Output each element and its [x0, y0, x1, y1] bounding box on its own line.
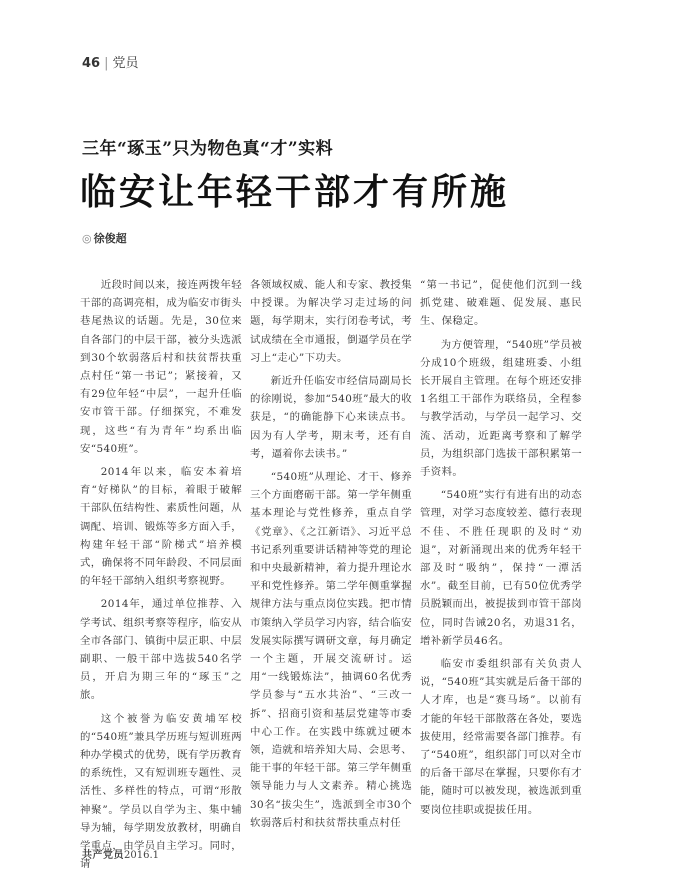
- section-name: 党员: [112, 56, 139, 71]
- text-column-3: [420, 276, 582, 824]
- paragraph: 2014年以来，临安本着培育“好梯队”的目标，着眼于破解干部队伍结构性、素质性问题，从调配、培训、锻炼等多方面入手，构建年轻干部“阶梯式”培养模式，确保将不同年龄段、不同层面的年轻干部纳入组织考察视野。: [80, 466, 242, 588]
- paragraph: 临安市委组织部有关负责人说，“540班”其实就是后备干部的人才库，也是“赛马场”。以前有才能的年轻干部散落在各处，要选拔使用，经常需要各部门推荐。有了“540班”，组织部门可以对全市的后备干部尽在掌握，只要你有才能，随时可以被发现，被选派到重要岗位挂职或提拔任用。: [420, 658, 582, 816]
- paragraph: “540班”从理论、才干、修养三个方面磨砺干部。第一学年侧重基本理论与党性修养，重点自学《党章》、《之江新语》、习近平总书记系列重要讲话精神等党的理论和中央最新精神，着力提升理论水平和党性修养。第二学年侧重掌握规律方法与重点岗位实践。把市情市策纳入学员学习内容，结合临安发展实际撰写调研文章，每月确定一个主题，开展交流研讨。运用“一线锻炼法”，抽调60名优秀学员参与“五水共治”、“三改一拆”、招商引资和基层党建等市委中心工作。在实践中练就过硬本领，造就和培养知大局、会思考、能干事的年轻干部。第三学年侧重领导能力与人文素养。精心挑选30名“拔尖生”，选派到全市30个软弱落后村和扶贫帮扶重点村任: [250, 471, 412, 829]
- header-separator: |: [104, 56, 109, 71]
- page-header: [82, 52, 139, 71]
- paragraph: 为方便管理，“540班”学员被分成10个班级，组建班委、小组长开展自主管理。在每个班还安排1名组工干部作为联络员，全程参与教学活动，与学员一起学习、交流、活动，近距离考察和了解学员，为组织部门选拔干部积累第一手资料。: [420, 338, 582, 479]
- text-column-2: [250, 276, 412, 837]
- page-footer: [82, 846, 159, 861]
- article-author: [82, 230, 127, 246]
- paragraph: 这个被誉为临安黄埔军校的“540班”兼具学历班与短训班两种办学模式的优势，既有学历教育的系统性，又有短训班专题性、灵活性、多样性的特点，可谓“形散神聚”。学员以自学为主、集中辅导为辅，每学期发放教材，明确自学重点，由学员自主学习。同时，请: [80, 712, 242, 871]
- paragraph: 2014年，通过单位推荐、入学考试、组织考察等程序，临安从全市各部门、镇街中层正职、中层副职、一般干部中选拔540名学员，开启为期三年的“琢玉”之旅。: [80, 598, 242, 702]
- paragraph: 各领域权威、能人和专家、教授集中授课。为解决学习走过场的问题，每学期末，实行闭卷考试，考试成绩在全市通报，倒逼学员在学习上“走心”下功夫。: [250, 279, 412, 364]
- paragraph: 近段时间以来，接连两拨年轻干部的高调亮相，成为临安市街头巷尾热议的话题。先是，30位来自各部门的中层干部，被分头选派到30个软弱落后村和扶贫帮扶重点村任“第一书记”；紧接着，又有29位年轻“中层”，一起升任临安市管干部。仔细探究，不难发现，这些“有为青年”均系出临安“540班”。: [80, 279, 242, 455]
- article-subtitle: 三年“琢玉”只为物色真“才”实料: [82, 139, 334, 159]
- author-name: 徐俊超: [93, 232, 127, 245]
- paragraph: 新近升任临安市经信局副局长的徐刚说，参加“540班”最大的收获是，“的确能静下心来读点书。因为有人学考，期末考，还有自考，逼着你去读书。”: [250, 375, 412, 460]
- paragraph: “第一书记”，促使他们沉到一线抓党建、破难题、促发展、惠民生、保稳定。: [420, 279, 582, 328]
- paragraph: “540班”实行有进有出的动态管理，对学习态度较差、德行表现不佳、不胜任现职的及时“劝退”，对新涌现出来的优秀年轻干部及时“吸纳”，保持“一潭活水”。截至目前，已有50位优秀学员脱颖而出，被提拔到市管干部岗位，同时告诫20名，劝退31名，增补新学员46名。: [420, 489, 582, 647]
- magazine-logo: 共产党员: [82, 850, 124, 861]
- issue-number: 2016.1: [124, 850, 159, 861]
- author-mark-icon: ◎: [82, 232, 92, 245]
- page-number: 46: [82, 56, 101, 71]
- text-column-1: [80, 276, 242, 879]
- article-title: 临安让年轻干部才有所施: [80, 171, 510, 213]
